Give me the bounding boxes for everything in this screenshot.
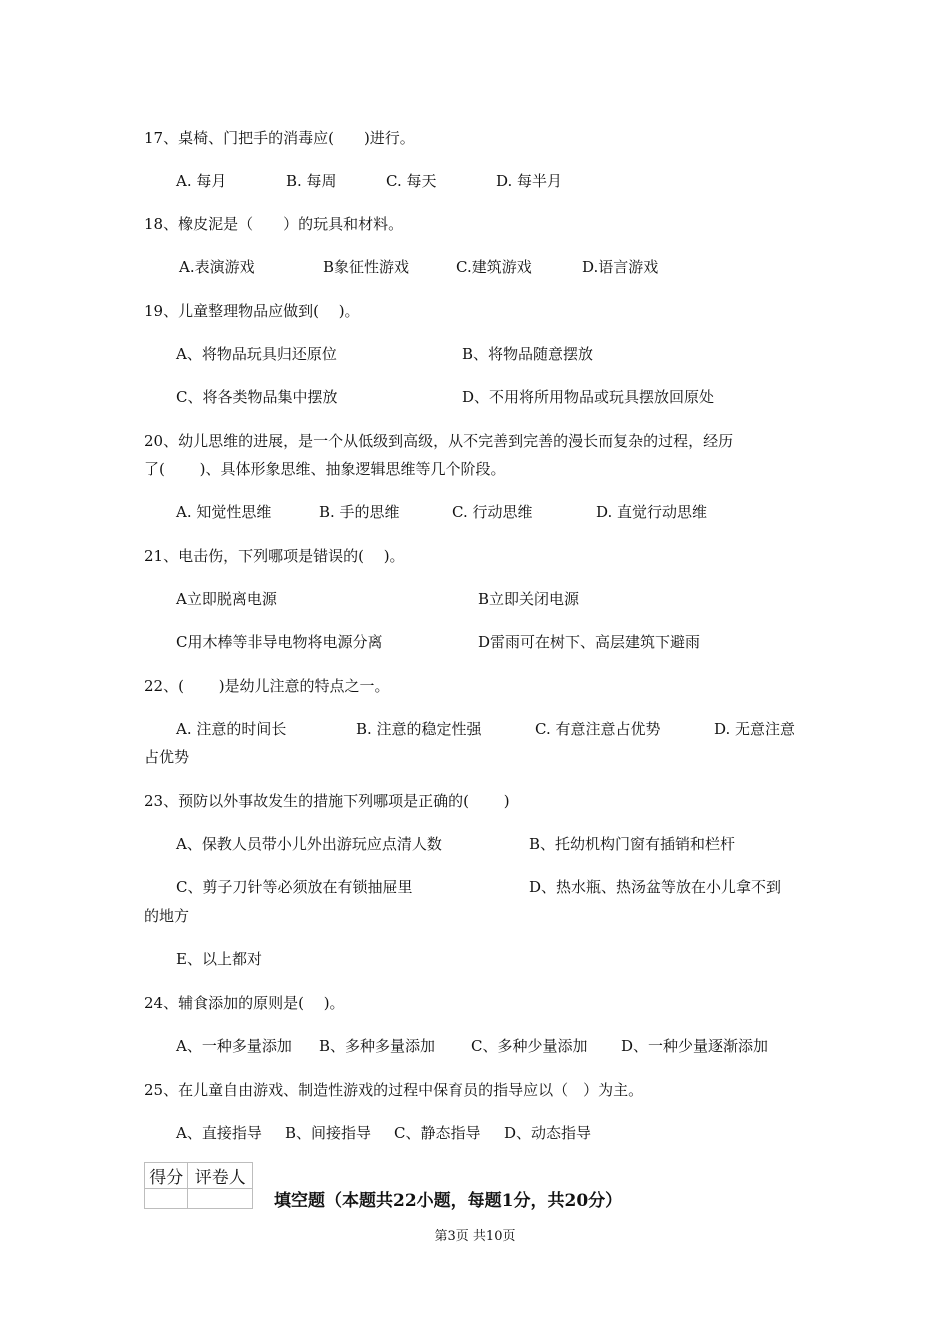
- question-20-option-b: B. 手的思维: [319, 503, 400, 521]
- question-18-option-b: B象征性游戏: [323, 258, 410, 276]
- question-18-option-d: D.语言游戏: [582, 258, 659, 276]
- question-23-stem: 23、预防以外事故发生的措施下列哪项是正确的( ): [144, 792, 510, 810]
- question-19-option-d: D、不用将所用物品或玩具摆放回原处: [462, 388, 715, 406]
- question-21-option-c: C用木棒等非导电物将电源分离: [176, 633, 383, 651]
- question-21-stem: 21、电击伤，下列哪项是错误的( )。: [144, 547, 405, 565]
- question-21-option-d: D雷雨可在树下、高层建筑下避雨: [478, 633, 701, 651]
- question-21-option-a: A立即脱离电源: [176, 590, 277, 608]
- question-20-option-d: D. 直觉行动思维: [596, 503, 708, 521]
- page-number-footer: 第3页 共10页: [434, 1229, 516, 1244]
- question-20-option-c: C. 行动思维: [452, 503, 533, 521]
- question-18-option-c: C.建筑游戏: [456, 258, 532, 276]
- question-25-option-a: A、直接指导: [176, 1124, 262, 1142]
- question-25-stem: 25、在儿童自由游戏、制造性游戏的过程中保育员的指导应以（ ）为主。: [144, 1081, 644, 1099]
- question-17-stem: 17、桌椅、门把手的消毒应( )进行。: [144, 129, 415, 147]
- score-box-grader-cell: [188, 1189, 253, 1209]
- question-19-option-c: C、将各类物品集中摆放: [176, 388, 338, 406]
- question-25-option-c: C、静态指导: [394, 1124, 481, 1142]
- question-22-option-d: D. 无意注意: [714, 720, 796, 738]
- question-23-option-d-wrap: 的地方: [144, 907, 190, 925]
- question-25-option-d: D、动态指导: [504, 1124, 592, 1142]
- question-22-option-c: C. 有意注意占优势: [535, 720, 661, 738]
- question-22-option-d-wrap: 占优势: [144, 748, 190, 766]
- question-19-stem: 19、儿童整理物品应做到( )。: [144, 302, 360, 320]
- question-22-option-b: B. 注意的稳定性强: [356, 720, 482, 738]
- question-24-stem: 24、辅食添加的原则是( )。: [144, 994, 345, 1012]
- score-box: [144, 1162, 253, 1209]
- question-24-option-c: C、多种少量添加: [471, 1037, 588, 1055]
- question-20-stem-line2: 了( )、具体形象思维、抽象逻辑思维等几个阶段。: [144, 460, 506, 478]
- question-20-stem-line1: 20、幼儿思维的进展，是一个从低级到高级，从不完善到完善的漫长而复杂的过程，经历: [144, 432, 734, 450]
- score-box-score-cell: [145, 1189, 188, 1209]
- question-17-option-d: D. 每半月: [496, 172, 563, 190]
- question-23-option-c: C、剪子刀针等必须放在有锁抽屉里: [176, 878, 413, 896]
- question-18-option-a: A.表演游戏: [179, 258, 255, 276]
- question-23-option-a: A、保教人员带小儿外出游玩应点清人数: [176, 835, 442, 853]
- question-19-option-a: A、将物品玩具归还原位: [176, 345, 337, 363]
- question-19-option-b: B、将物品随意摆放: [462, 345, 594, 363]
- question-23-option-e: E、以上都对: [176, 950, 262, 968]
- score-box-grader-label: 评卷人: [188, 1163, 253, 1189]
- question-17-option-b: B. 每周: [286, 172, 337, 190]
- question-21-option-b: B立即关闭电源: [478, 590, 580, 608]
- question-25-option-b: B、间接指导: [285, 1124, 372, 1142]
- question-18-stem: 18、橡皮泥是（ ）的玩具和材料。: [144, 215, 404, 233]
- question-17-option-a: A. 每月: [176, 172, 227, 190]
- section-title: 填空题（本题共22小题，每题1分，共20分）: [274, 1191, 623, 1211]
- question-24-option-d: D、一种少量逐渐添加: [621, 1037, 769, 1055]
- score-box-score-label: 得分: [145, 1163, 188, 1189]
- question-20-option-a: A. 知觉性思维: [176, 503, 272, 521]
- question-23-option-d: D、热水瓶、热汤盆等放在小儿拿不到: [529, 878, 782, 896]
- question-17-option-c: C. 每天: [386, 172, 437, 190]
- question-24-option-a: A、一种多量添加: [176, 1037, 292, 1055]
- question-22-option-a: A. 注意的时间长: [176, 720, 287, 738]
- question-22-stem: 22、( )是幼儿注意的特点之一。: [144, 677, 390, 695]
- question-23-option-b: B、托幼机构门窗有插销和栏杆: [529, 835, 736, 853]
- question-24-option-b: B、多种多量添加: [319, 1037, 436, 1055]
